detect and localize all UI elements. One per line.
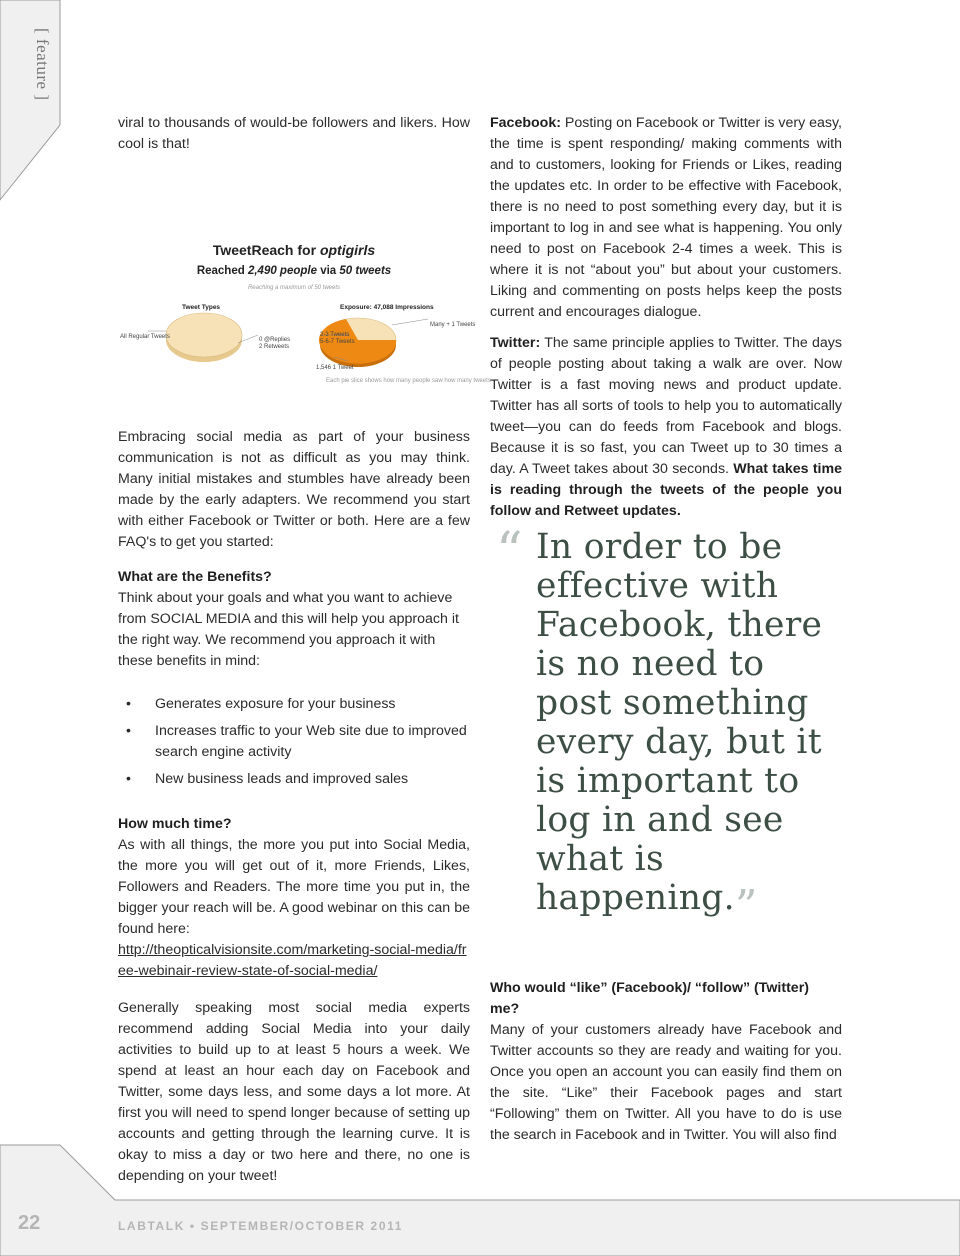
right-column	[490, 113, 842, 522]
pull-quote	[496, 522, 840, 932]
right-pie-label-3: 1,546 1 Tweet	[316, 365, 354, 371]
time-paragraph: As with all things, the more you put into Social Media, the more you will get out of it, more Friends, Likes, Followers and Readers. The more time you put in, the bigger your reach will be. A good webinar on this can be found here:	[118, 837, 470, 937]
right-pie-label-2: 5-6-7 Tweets	[320, 339, 355, 345]
benefits-heading: What are the Benefits?	[118, 569, 272, 585]
who-section	[490, 978, 842, 1146]
open-quote-mark: “	[496, 522, 523, 582]
bullet-icon: •	[126, 723, 131, 739]
running-head: LABTALK • SEPTEMBER/OCTOBER 2011	[118, 1219, 403, 1233]
facebook-paragraph: Facebook: Posting on Facebook or Twitter is very easy, the time is spent responding/ making comments with and to customers, looking for Friends or Likes, reading the updates etc. In order to be effective with Facebook, there is no need to post something every day, but it is important to log in and see what is happening. You only need to post on Facebook 2-4 times a week. This is where it is not “about you” but about your customers. Liking and commenting on posts helps keep the posts current and encourages dialogue.	[490, 115, 842, 320]
section-tag: [ feature ]	[33, 28, 52, 101]
chart-note: Reaching a maximum of 50 tweets	[247, 285, 341, 291]
intro-body-paragraph: Embracing social media as part of your business communication is not as difficult as you may think. Many initial mistakes and stumbles have already been made by the early adapters. We recommend you start with either Facebook or Twitter or both. Here are a few FAQ's to get you started:	[118, 429, 470, 550]
general-paragraph: Generally speaking most social media experts recommend adding Social Media into your daily activities to build up to at least 5 hours a week. We spend at least an hour each day on Facebook and Twitter, some days less, and some days a lot more. At first you will need to spend longer because of setting up accounts and getting through the learning curve. It is okay to miss a day or two here and there, no one is depending on your tweet!	[118, 1000, 470, 1184]
list-item: • Generates exposure for your business	[118, 694, 470, 715]
list-item: • New business leads and improved sales	[118, 769, 470, 790]
tweetreach-chart	[118, 185, 491, 395]
facebook-label: Facebook:	[490, 115, 561, 131]
benefits-paragraph: Think about your goals and what you want to achieve from SOCIAL MEDIA and this will help you approach it the right way. We recommend you approach it with these benefits in mind:	[118, 590, 459, 669]
tweet-types-caption: Tweet Types	[182, 304, 221, 311]
twitter-emphasis: What takes time is reading through the tweets of the people you follow and Retweet updates.	[490, 461, 842, 519]
right-pie-label-1: 2-3 Tweets	[320, 332, 350, 338]
list-item: • Increases traffic to your Web site due to improved search engine activity	[126, 723, 467, 760]
left-pie-label-regular: All Regular Tweets	[120, 334, 170, 340]
chart-footnote: Each pie slice shows how many people saw how many tweets	[326, 378, 491, 384]
exposure-caption: Exposure: 47,088 Impressions	[340, 304, 434, 311]
benefits-list	[118, 694, 470, 790]
right-pie-label-4: Many + 1 Tweets	[430, 322, 476, 328]
time-heading: How much time?	[118, 816, 232, 832]
left-pie-top	[166, 313, 242, 357]
chart-pies	[118, 185, 470, 395]
close-quote-mark: ”	[734, 881, 758, 932]
twitter-paragraph: Twitter: The same principle applies to Twitter. The days of people posting about taking a walk are over. Now Twitter is a fast moving news and product update. Twitter has all sorts of tools to help you to automatically tweet—you can do feeds from Facebook and blogs. Because it is so fast, you can Tweet up to 30 times a day. A Tweet takes about 30 seconds. What takes time is reading through the tweets of the people you follow and Retweet updates.	[490, 335, 842, 519]
left-pie-label-retweets: 2 Retweets	[259, 344, 290, 350]
page-number: 22	[18, 1212, 41, 1234]
left-column	[118, 113, 491, 1187]
intro-paragraph: viral to thousands of would-be followers and likers. How cool is that!	[118, 115, 470, 152]
bullet-icon: •	[126, 771, 131, 787]
webinar-link[interactable]: http://theopticalvisionsite.com/marketing-social-media/free-webinair-review-state-of-social-media/	[118, 942, 467, 979]
pull-quote-text: In order to be effective with Facebook, there is no need to post something every day, but it is important to log in and see what is happening.	[536, 527, 823, 918]
who-paragraph: Many of your customers already have Facebook and Twitter accounts so they are ready and waiting for you. Once you open an account you can easily find them on the site. “Like” their Facebook pages and start “Following” them on Twitter. All you have to do is use the search in Facebook and in Twitter. You will also find	[490, 1022, 842, 1143]
who-heading: Who would “like” (Facebook)/ “follow” (Twitter) me?	[490, 980, 809, 1017]
bullet-icon: •	[126, 696, 131, 712]
twitter-label: Twitter:	[490, 335, 541, 351]
chart-subtitle: Reached 2,490 people via 50 tweets	[196, 265, 392, 277]
left-pie-label-replies: 0 @Replies	[259, 337, 291, 343]
chart-title: TweetReach for optigirls	[212, 242, 376, 258]
